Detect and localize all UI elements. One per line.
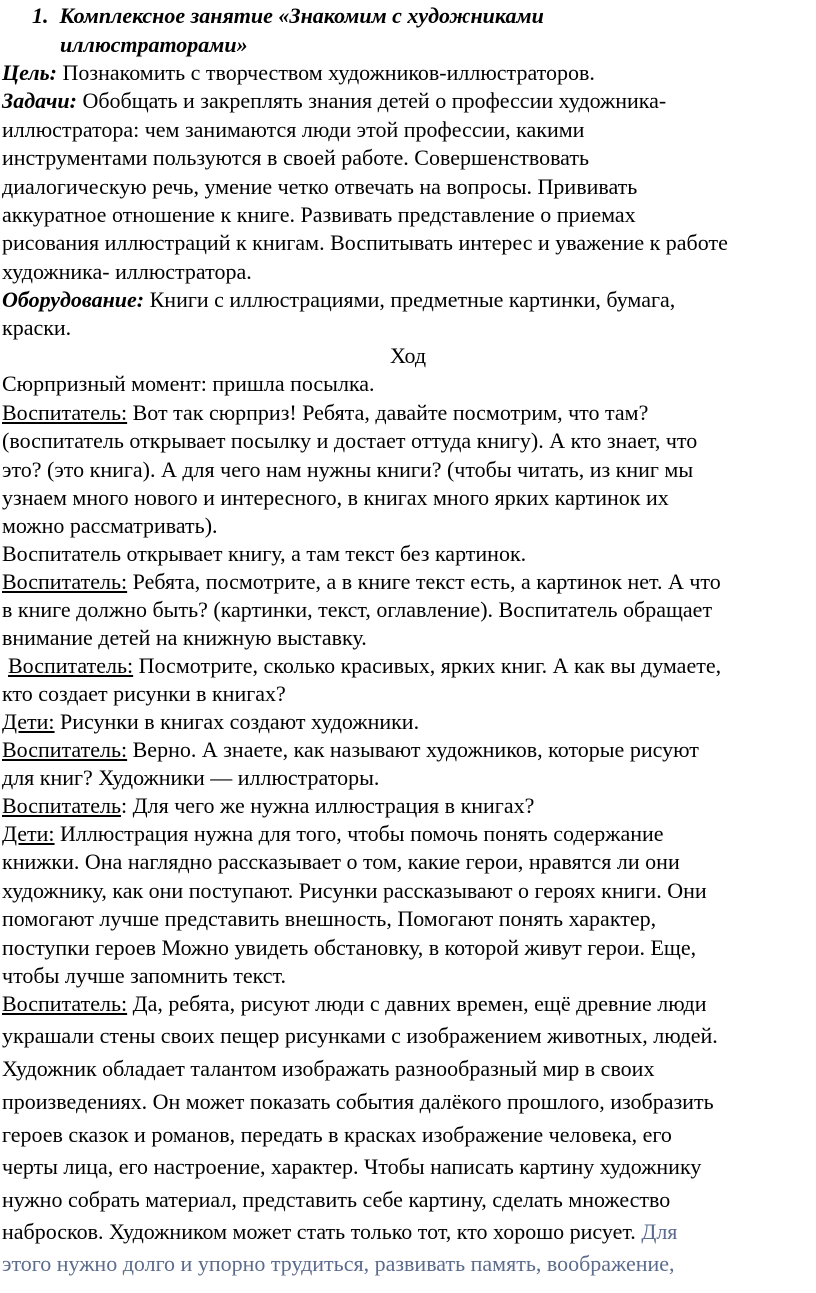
- speaker-label: Воспитатель:: [2, 569, 128, 594]
- text-line: Воспитатель открывает книгу, а там текст без картинок.: [2, 541, 527, 566]
- dialogue-line: [2, 399, 648, 427]
- text-line: краски.: [2, 315, 72, 340]
- text-line: рисования иллюстраций к книгам. Воспитывать интерес и уважение к работе: [2, 230, 728, 255]
- title-line-1: [32, 2, 544, 30]
- tasks-line: [2, 87, 666, 115]
- text-line: помогают лучше представить внешность, Помогают понять характер,: [2, 906, 657, 931]
- text-line: книжки. Она наглядно рассказывает о том, какие герои, нравятся ли они: [2, 849, 680, 874]
- dialogue-line: [8, 652, 721, 680]
- speaker-label: Воспитатель:: [2, 737, 128, 762]
- speech-text: : Для чего же нужна иллюстрация в книгах?: [121, 793, 535, 818]
- goal-label: Цель:: [2, 60, 57, 85]
- text-line: иллюстратора: чем занимаются люди этой профессии, какими: [2, 117, 585, 142]
- text-line: художника- иллюстратора.: [2, 259, 252, 284]
- title-text-1: Комплексное занятие «Знакомим с художниками: [59, 3, 544, 28]
- title-number: 1.: [32, 3, 49, 28]
- text-line: чтобы лучше запомнить текст.: [2, 963, 286, 988]
- text-line: Сюрпризный момент: пришла посылка.: [2, 371, 375, 396]
- dialogue-line: [2, 568, 721, 596]
- text-line: поступки героев Можно увидеть обстановку, в которой живут герои. Еще,: [2, 935, 697, 960]
- text-line: героев сказок и романов, передать в красках изображение человека, его: [2, 1122, 672, 1147]
- text-line: художнику, как они поступают. Рисунки рассказывают о героях книги. Они: [2, 878, 707, 903]
- speaker-label: Дети:: [2, 821, 55, 846]
- text-line: нужно собрать материал, представить себе картину, сделать множество: [2, 1187, 671, 1212]
- equipment-label: Оборудование:: [2, 287, 145, 312]
- equipment-line: [2, 286, 675, 314]
- speech-text: Иллюстрация нужна для того, чтобы помочь понять содержание: [54, 821, 664, 846]
- tasks-label: Задачи:: [2, 88, 77, 113]
- text-line: [2, 1218, 677, 1246]
- text-line: можно рассматривать).: [2, 513, 218, 538]
- speech-text: Вот так сюрприз! Ребята, давайте посмотрим, что там?: [127, 400, 649, 425]
- text-line: внимание детей на книжную выставку.: [2, 625, 367, 650]
- dialogue-line: [2, 708, 419, 736]
- speaker-label: Воспитатель:: [2, 991, 128, 1016]
- text-line: (воспитатель открывает посылку и достает оттуда книгу). А кто знает, что: [2, 428, 698, 453]
- goal-text: Познакомить с творчеством художников-иллюстраторов.: [57, 60, 595, 85]
- text-line: произведениях. Он может показать события далёкого прошлого, изобразить: [2, 1089, 714, 1114]
- dialogue-line: [2, 736, 699, 764]
- text-line: в книге должно быть? (картинки, текст, оглавление). Воспитатель обращает: [2, 597, 713, 622]
- section-heading: Ход: [389, 343, 427, 368]
- text-line: диалогическую речь, умение четко отвечать на вопросы. Прививать: [2, 174, 638, 199]
- text-line: Художник обладает талантом изображать разнообразный мир в своих: [2, 1056, 655, 1081]
- text-line: черты лица, его настроение, характер. Чтобы написать картину художнику: [2, 1154, 702, 1179]
- text-line: для книг? Художники — иллюстраторы.: [2, 765, 380, 790]
- speaker-label: Воспитатель:: [8, 653, 134, 678]
- speech-text: Рисунки в книгах создают художники.: [54, 709, 420, 734]
- text-line: инструментами пользуются в своей работе. Совершенствовать: [2, 145, 590, 170]
- text-line: аккуратное отношение к книге. Развивать представление о приемах: [2, 202, 636, 227]
- text-line: узнаем много нового и интересного, в книгах много ярких картинок их: [2, 485, 669, 510]
- dialogue-line: [2, 820, 664, 848]
- text-line: кто создает рисунки в книгах?: [2, 681, 286, 706]
- speech-text: Ребята, посмотрите, а в книге текст есть, а картинок нет. А что: [127, 569, 721, 594]
- tasks-text: Обобщать и закреплять знания детей о профессии художника-: [76, 88, 667, 113]
- dialogue-line: [2, 990, 707, 1018]
- speaker-label: Воспитатель: [2, 793, 122, 818]
- speech-text: Посмотрите, сколько красивых, ярких книг. А как вы думаете,: [133, 653, 722, 678]
- text-line: это? (это книга). А для чего нам нужны книги? (чтобы читать, из книг мы: [2, 457, 694, 482]
- equipment-text: Книги с иллюстрациями, предметные картинки, бумага,: [144, 287, 676, 312]
- speaker-label: Воспитатель:: [2, 400, 128, 425]
- speech-text: Верно. А знаете, как называют художников, которые рисуют: [127, 737, 699, 762]
- goal-line: [2, 59, 595, 87]
- speaker-label: Дети:: [2, 709, 55, 734]
- text-segment: набросков. Художником может стать только тот, кто хорошо рисует.: [2, 1219, 642, 1244]
- speech-text: Да, ребята, рисуют люди с давних времен, ещё древние люди: [127, 991, 707, 1016]
- title-line-2: иллюстраторами»: [60, 32, 248, 57]
- text-line: украшали стены своих пещер рисунками с изображением животных, людей.: [2, 1023, 718, 1048]
- dialogue-line: [2, 792, 534, 820]
- grey-text-segment: Для: [641, 1219, 678, 1244]
- grey-text-line: этого нужно долго и упорно трудиться, развивать память, воображение,: [2, 1251, 675, 1276]
